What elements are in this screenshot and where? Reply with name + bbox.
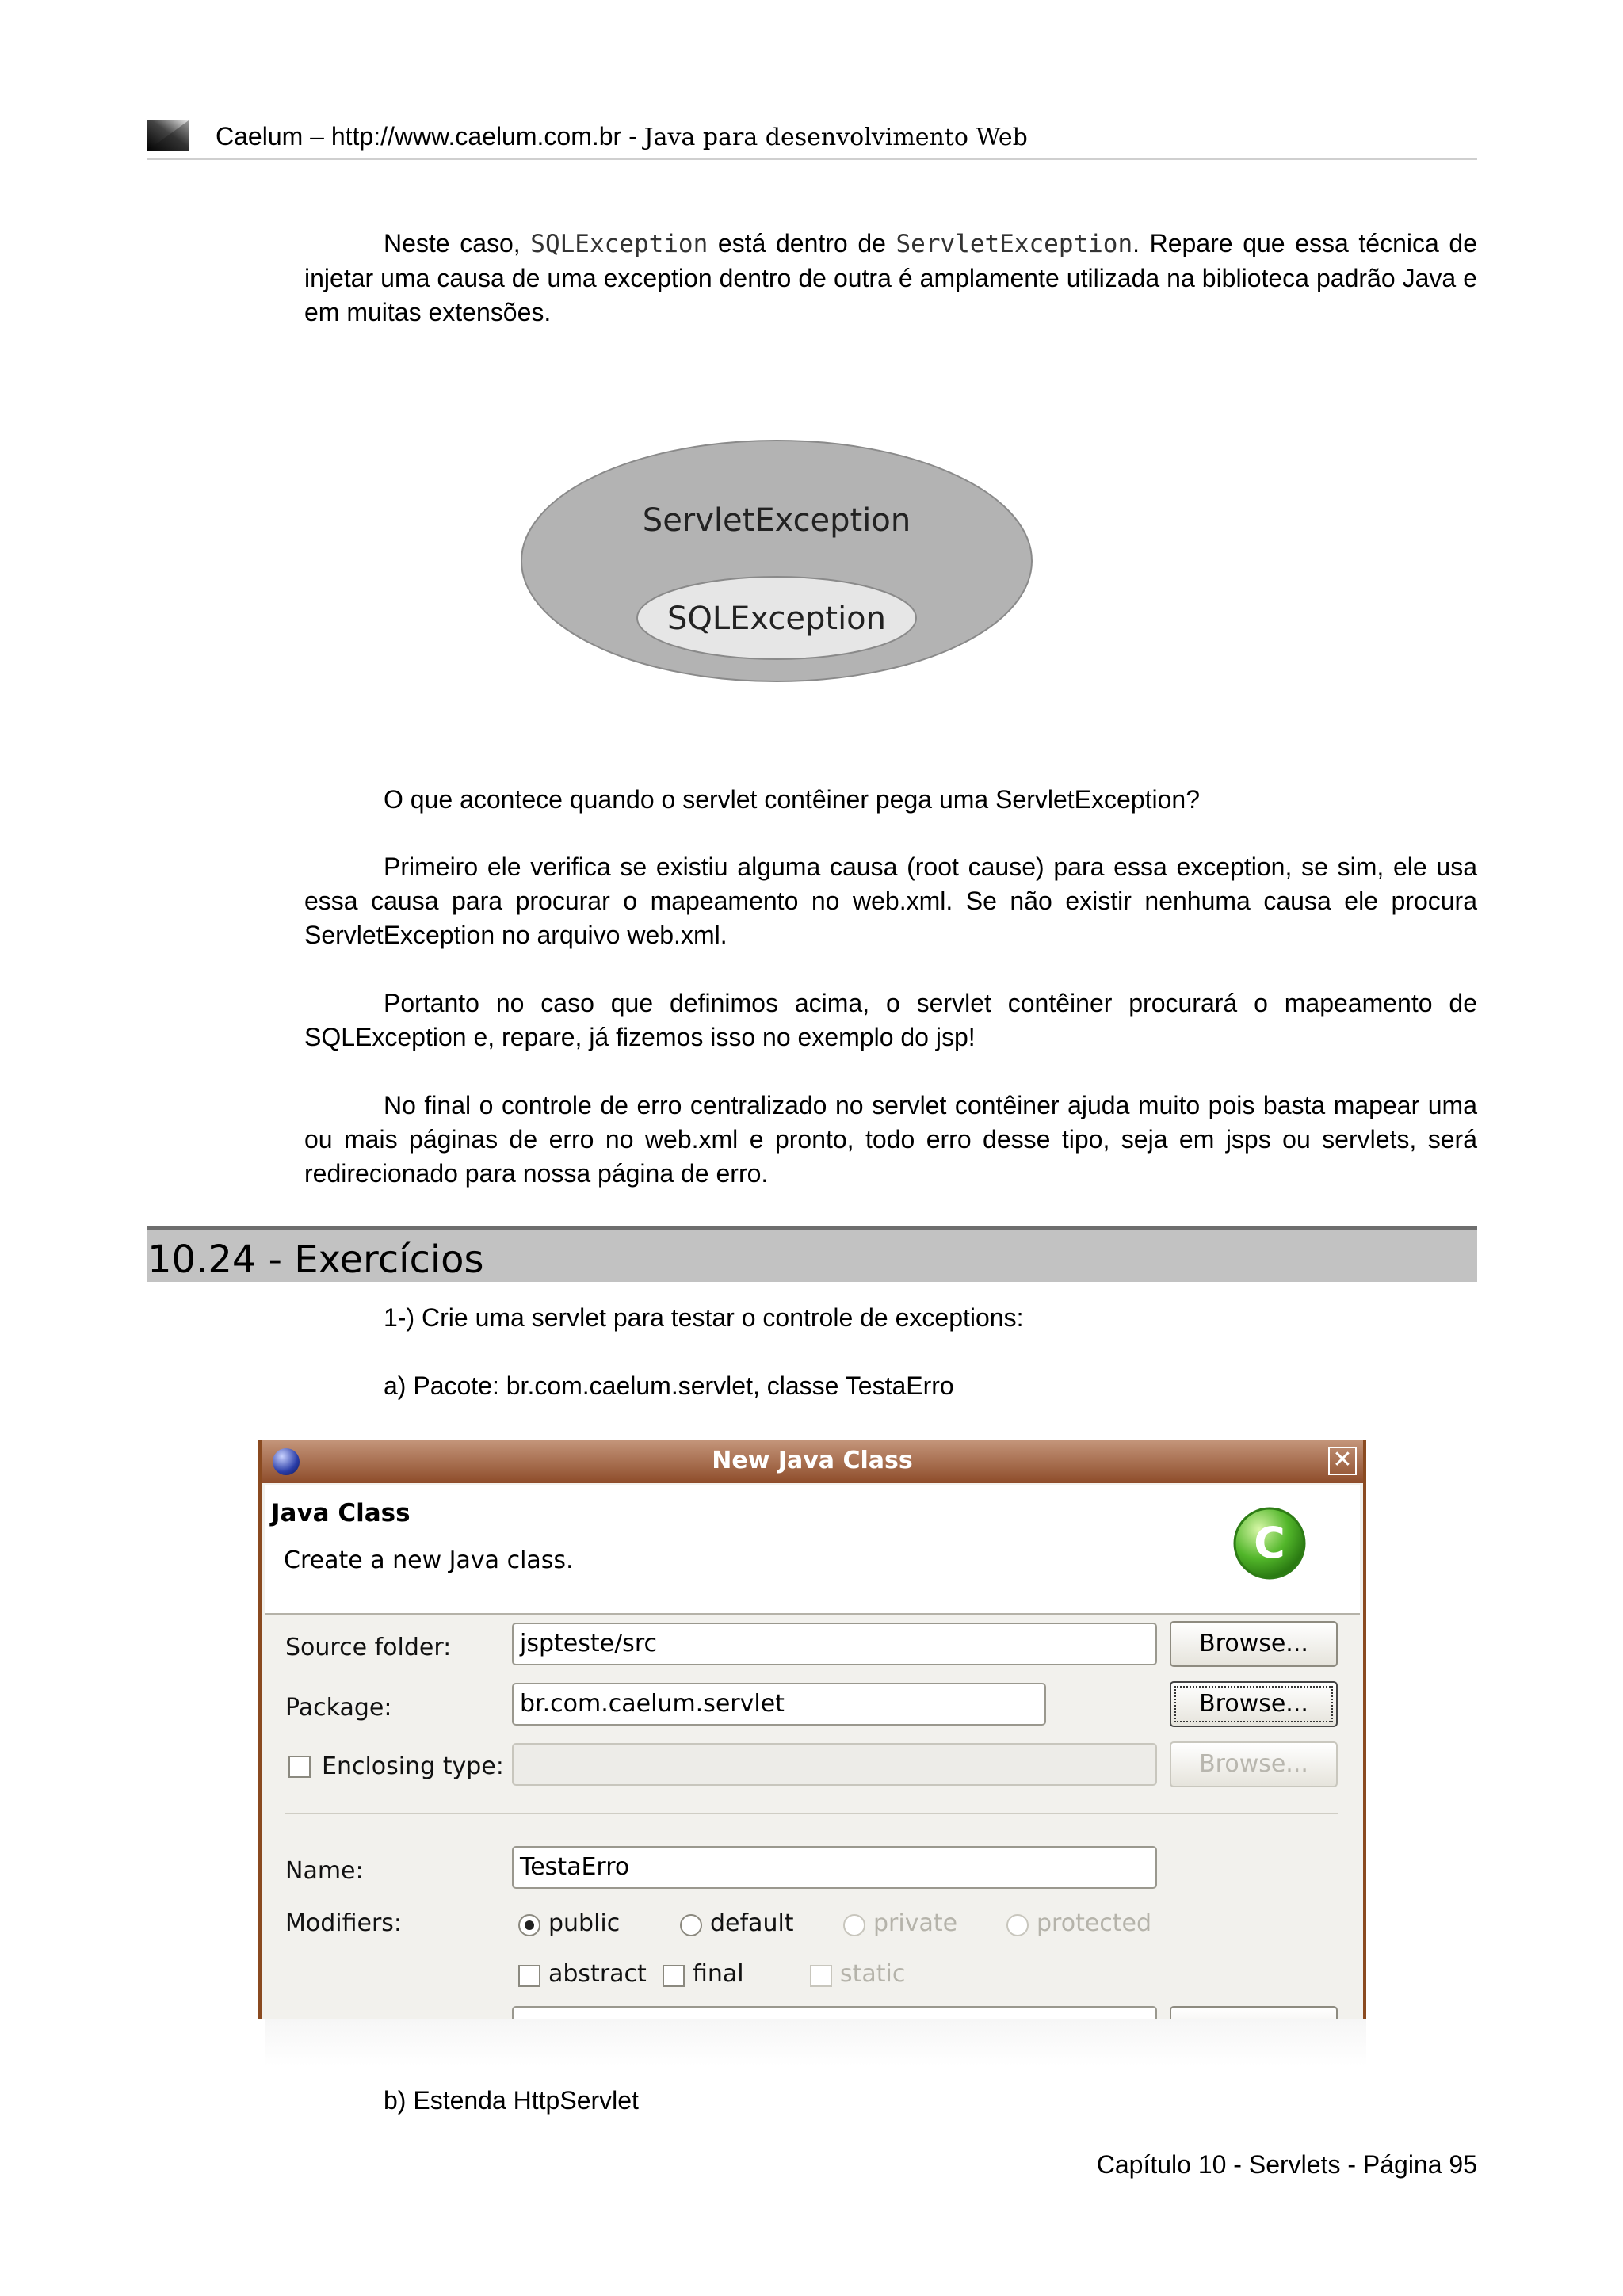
intro-text-3: . Repare que essa técnica de injetar uma causa de uma exception dentro de outra é amplamente utilizada na biblioteca padrão Java e em muitas extensões. bbox=[304, 229, 1477, 326]
header-book-title: Java para desenvolvimento Web bbox=[643, 124, 1028, 151]
modifier-default-radio[interactable] bbox=[680, 1914, 702, 1936]
browse-package-button[interactable]: Browse... bbox=[1170, 1681, 1338, 1727]
dialog-separator bbox=[285, 1813, 1338, 1814]
intro-text-2: está dentro de bbox=[708, 229, 896, 257]
new-java-class-dialog bbox=[258, 1440, 1366, 2019]
enclosing-type-input[interactable] bbox=[512, 1743, 1157, 1786]
modifier-final-label: final bbox=[693, 1960, 744, 1988]
superclass-input-partial[interactable] bbox=[512, 2006, 1157, 2019]
browse-enclosing-type-button[interactable]: Browse... bbox=[1170, 1741, 1338, 1787]
paragraph-mapping bbox=[304, 986, 1477, 1055]
modifier-final-checkbox[interactable] bbox=[663, 1965, 685, 1987]
java-class-icon bbox=[1232, 1505, 1308, 1581]
intro-paragraph bbox=[304, 227, 1477, 330]
next-button-partial[interactable] bbox=[1170, 2006, 1338, 2019]
package-input[interactable]: br.com.caelum.servlet bbox=[512, 1683, 1046, 1726]
caelum-logo-icon bbox=[147, 120, 189, 151]
enclosing-type-label: Enclosing type: bbox=[322, 1753, 504, 1780]
paragraph-root-cause bbox=[304, 850, 1477, 952]
modifier-static-checkbox[interactable] bbox=[810, 1965, 832, 1987]
sqlexception-label: SQLException bbox=[666, 601, 887, 637]
wizard-banner bbox=[265, 1485, 1360, 1615]
browse-source-folder-button[interactable]: Browse... bbox=[1170, 1621, 1338, 1667]
paragraph-mapping-text: Portanto no caso que definimos acima, o servlet contêiner procurará o mapeamento de SQLException e, repare, já fizemos isso no exemplo do jsp! bbox=[304, 989, 1477, 1051]
section-heading bbox=[147, 1226, 1477, 1282]
header-site: Caelum – http://www.caelum.com.br - bbox=[216, 122, 644, 151]
modifier-public-label: public bbox=[548, 1909, 621, 1937]
modifier-protected-radio[interactable] bbox=[1006, 1914, 1029, 1936]
modifier-private-radio[interactable] bbox=[843, 1914, 865, 1936]
enclosing-type-checkbox[interactable] bbox=[288, 1756, 311, 1778]
modifier-private-label: private bbox=[873, 1909, 958, 1937]
header-text bbox=[216, 120, 1028, 154]
paragraph-conclusion-text: No final o controle de erro centralizado no servlet contêiner ajuda muito pois basta mapear uma ou mais páginas de erro no web.xml e pronto, todo erro desse tipo, seja em jsps ou servlets, será redirecionado para nossa página de erro. bbox=[304, 1091, 1477, 1188]
modifier-public-radio[interactable] bbox=[518, 1914, 540, 1936]
dialog-title: New Java Class bbox=[712, 1447, 913, 1474]
package-label: Package: bbox=[285, 1694, 392, 1722]
intro-code-sqlexception: SQLException bbox=[530, 230, 708, 258]
modifier-protected-label: protected bbox=[1037, 1909, 1152, 1937]
paragraph-conclusion bbox=[304, 1089, 1477, 1191]
exercise-step-b: b) Estenda HttpServlet bbox=[384, 2086, 639, 2115]
page-footer: Capítulo 10 - Servlets - Página 95 bbox=[1096, 2150, 1477, 2179]
class-name-input[interactable]: TestaErro bbox=[512, 1846, 1157, 1889]
source-folder-label: Source folder: bbox=[285, 1634, 452, 1661]
close-icon[interactable]: ✕ bbox=[1328, 1447, 1357, 1475]
wizard-description: Create a new Java class. bbox=[284, 1547, 574, 1574]
paragraph-root-cause-text: Primeiro ele verifica se existiu alguma causa (root cause) para essa exception, se sim, ele usa essa causa para procurar o mapeamento no web.xml. Se não existir nenhuma causa ele procura ServletException no arquivo web.xml. bbox=[304, 852, 1477, 949]
exception-nesting-diagram bbox=[515, 434, 1038, 688]
intro-text-1: Neste caso, bbox=[384, 229, 531, 257]
page-header bbox=[147, 119, 1477, 160]
exercise-item-1: 1-) Crie uma servlet para testar o controle de exceptions: bbox=[384, 1303, 1024, 1332]
wizard-title: Java Class bbox=[271, 1499, 411, 1527]
modifier-default-label: default bbox=[710, 1909, 794, 1937]
svg-text:C: C bbox=[1254, 1518, 1285, 1568]
modifier-abstract-label: abstract bbox=[548, 1960, 647, 1988]
paragraph-question-text: O que acontece quando o servlet contêiner pega uma ServletException? bbox=[384, 785, 1200, 814]
intro-code-servletexception: ServletException bbox=[896, 230, 1133, 258]
name-label: Name: bbox=[285, 1857, 364, 1885]
servletexception-label: ServletException bbox=[642, 502, 911, 539]
dialog-title-bar bbox=[262, 1440, 1363, 1483]
modifier-static-label: static bbox=[840, 1960, 906, 1988]
paragraph-question bbox=[304, 783, 1477, 817]
source-folder-input[interactable]: jspteste/src bbox=[512, 1623, 1157, 1665]
modifier-abstract-checkbox[interactable] bbox=[518, 1965, 540, 1987]
exercise-step-a: a) Pacote: br.com.caelum.servlet, classe TestaErro bbox=[384, 1371, 954, 1400]
section-title: 10.24 - Exercícios bbox=[147, 1238, 484, 1282]
modifiers-label: Modifiers: bbox=[285, 1909, 403, 1937]
screenshot-fade bbox=[265, 2019, 1366, 2066]
